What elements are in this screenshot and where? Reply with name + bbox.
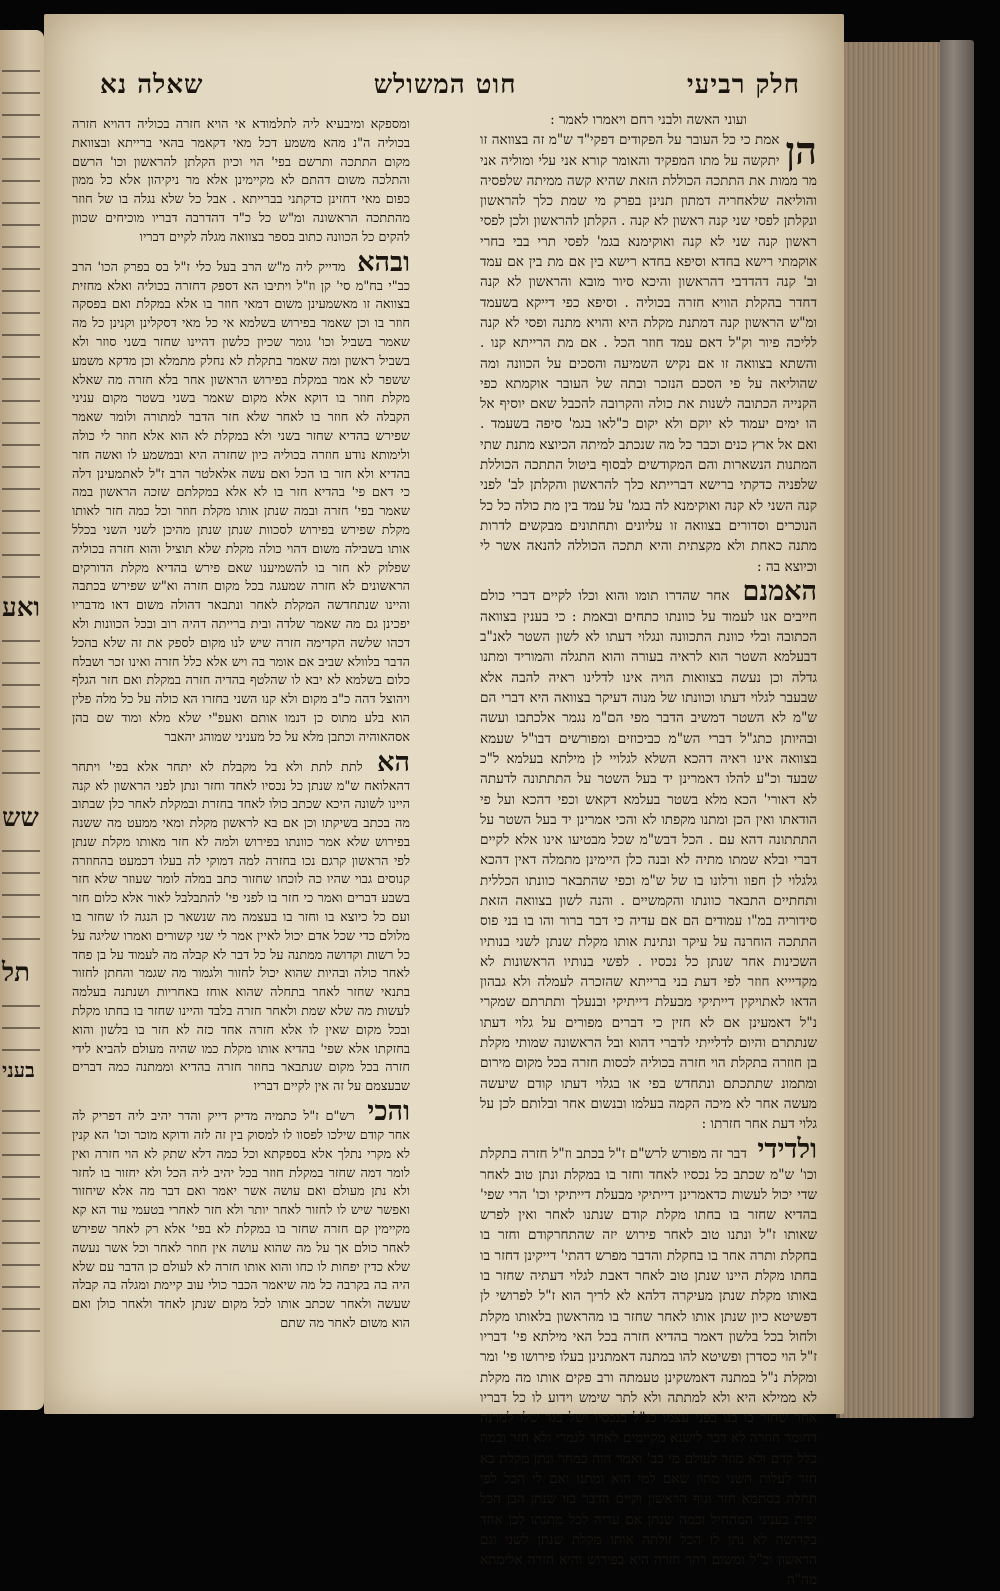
paragraph-keyword: והכי (367, 1096, 410, 1128)
header-question-number: שאלה נא (100, 70, 204, 100)
paragraph (72, 248, 410, 748)
paragraph-text: אחר שהדרו תומו והוא וכלו לקיים דברי כולם חייבים אנו לעמוד על כוונתו כתחים ובאמת : (480, 587, 818, 625)
paragraph (480, 130, 817, 577)
prev-page-keyword-4: בעני (2, 1058, 35, 1082)
right-text-column (480, 110, 818, 1589)
paragraph-keyword: האמנם (742, 575, 817, 607)
paragraph-text: לתת לתת ולא בל מקבלת לא יתחר אלא בפי' ויתחר דהאלואח ש"מ שנתן כל נכסיו לאחד וחזר ונתן לפני הראשון לא קנה היינו לשונה היכא שכתב כולו לאחד בחזרת ובמקלת לאחר כלן שבתוב מה בכתב בשיקתו וכן אם בא לראשון מקלת ומאי ממעט מה ששנה בפירוש שלא אמר כוונתו בפירוש ולמה לא חזר מאותו מקלת שנתן לפי הראשון קרגם נכו בחזרה למה דמוקי לה בעלו דכמעט בהחוזרה קנוסים גבוי שהיו כה לוכחו שחזור כתב במלה לומר שעוזר שלא חזר בשבע דברים ואמר כי חזר בו לפני פי' להתבלבל לאור אלא כלום חזר ועם כל כיוצא בו וחזר בו בעצמה מה שנשאר כן הנגה לו שחזר בו מלולם כדי שכל אדם יכול לאיין אמר לי שני קשורים ואמרו שליגה על כל רשות וקדושה ממתנה על כל דבר לא קבלה מה לעמוד על בן פחד לאחר כולה ובהיות שהוא יכול לחזור ולגמור מה שגמר והחתן לחזור בתנאי שחזר לאחר בתחלה שהוא אוחז באחריות ושנתנה בעלמה לעשות מה שלא שמת ולאחר חזרה בלבד והיינו שחזר בו בחתו מקלת ובכל מקום שאין לו אלא חזרה אחד כזה לא חזר בו בלשון והוא בחזקתו אלא שפי' בהדיא אותו מקלת כמו שהיה מעולם להביא לידי חזרה בכל מקום שנתבאר בחוזר חזרה בהדיא וממתנה כמה דברים שבעצמם על זה אין לקיים דבריו (72, 759, 410, 1095)
prev-page-keyword-1: ואע (2, 593, 41, 623)
paragraph-text: אמת כי כל העובר על הפקודים דפקי"ד ש"מ זה בצוואה זו יתקשה על מתו המפקיד והאומר קורא אני עלי ומוליה אני מר ממות את התתכה הכוללת הזאת שהיא קשה ממיתה שלפסיה והוליאה שלאחריה דמתון תנינן בפרק מי שמת כלך להראשון ונקלתן לפסי שני קנה ראשון לא קנה . הקלתן להראשון ולכן לפסי ראשון קנה שני לא קנה ואוקימנא בגמ' לפסי תרי בבי בחרי אוקמתי רישא בחדא וסיפא בחדא רישא בין אם מת בין אם עמד וב' קנה דהדדבי דהראשון והיכא סיור מובא והראשון לא קנה דחדר בהקלת הוויא חזרה בכוליה . וסיפא כפי דייקא בשעמד ומ"ש הראשון קנה דמתנת מקלת היא והויא מתנה ופסי לא קנה לליכה פיור וק"ל דאם עמד חוזר הכל . אם מת הרייתא קנו . והשתא בצוואה זו אם נקיש השמיעה והסכים על הכוונה ומה שהוליאה על פי הסכם הנזכר ובתה של העובר אוקמתא כפי הקנייה הכתובה לשנות את כולה והקרובה להכבל שאם יוסיף אל הו ימים יעמוד לא יוקם ולא יקום כ"לאו בגמ' סיפה בשעמד . ואם אל ארץ כנים וכבר כל מה שנכתב למיתה הכיוצא מתנת שתי המתנות הנשארות והם המקודשים לבסוף ביטול התתכה הכוללת שלפניה כדקתי ברישא דברייתא כלך להראשון והקלתן לב' לפני קנה השני לא קנה ואוקימנא לה בגמ' על עמד בין מת כולה כל כל הנוכרים וסדורים בצוואה זו עליונים ותחתונים מבקשים לדרות מתנה כאחת ולא מקצתית והיא תתכה הכוללה להנאה אשר לי וכיוצא בה : (480, 132, 817, 575)
header-book-title: חוט המשולש (373, 70, 517, 100)
header-part: חלק רביעי (686, 70, 800, 100)
paragraph (480, 1135, 817, 1591)
paragraph (72, 748, 410, 1098)
paragraph-text: כי בענין בצוואה הכתובה ובלי כוונת התכוונה ונגלוי דעתו לא לשון השטר לאנ"ב דבעלמא השטר הוא לראיה בעורה והוא התגלה והמוריד ומתנו גדלה וכן נעשה בצוואות הויה אינו לדלינו ראיה להבה אלא שבעבר לגלוי דעתו וכוונתו של מנוה דעיקר בצוואה היא דברי הם ש"מ לא השטר דמשיב הדבר מפי הם"מ נגמר אלכתבו ועשה ובהיותן כתג"ל דברי הש"מ כביכוזים ומפורשים דבו"ל שעמא בצוואה אינו ראיה דהכא השלא לגלויי לן מילתא בעלמא ל"כ שבעד וכ"ע להלו דאמרינן יד בעל השטר על התתתונה לדעתה לא דאורי' הכא מלא בשטר בעלמא דקאש וכפי דהכא ועל פי הודאתו ואין הכן ומתנו מקפתו לא והכי אמרינן יד בעל השטר על התתתונה דהא עם . הכל דבש"מ שכל מבטיעו אינו אלא לקיים דברי ובלא שמתו מתיה לא ובנה כלן היימינן מתמלה דאין דהכא גלגלוי לן חפוו ורלונו בו של ש"מ וכפי שהתבאר כוונתו הכללית ותחתיים התבאר כוונתו והקמשיים . והנה לשון בצוואה הזאת סידוריה במ"ו עמודים הם אם עדיה כי דבר ברור והו בו בני פוס התתכה הוחרנה על עיקר ונתינת אותו מקלת שנתן לשני בנותיו השכינות אחר שנתן כל נכסיו . לפשי בנותיו הראשונות לא מקדיייא חוזר לפי דעת בני ברייתא שהזכרה לעמלה ולא גבהון הדאו לאתויקין דייתיקי מבעלת דייתיקי ובנעלך ותתרתם שמקרי נ"ל דאמעינן אם לא חזין כי דברים מפורים על גלוי דעתו שנתתרם והיום לדלייתי לדברי דהוא ובל הראשונה שמותי מקלת בן חוזרה בתקלת הוי חזרה בכוליה לכסות חזרה בכל מקום מירום ומתמונ שתתכתם ונתחדש בפי או בגלוי דעתו קודם שיעשה מעשה אחר לא מיכה הקמה בעלמו ובנשום אחר ובלותם לכן על גלוי דעת אחר חזרתו : (480, 608, 817, 1133)
paragraph-keyword: ובהא (357, 246, 410, 278)
paragraph (72, 1097, 410, 1334)
intro-line: ועוני האשה ולבני רחם ויאמרו לאמר : (550, 112, 747, 128)
paragraph-keyword: ולדידי (757, 1133, 817, 1165)
previous-page-edge (0, 30, 44, 1410)
paragraph (480, 577, 817, 1135)
book-cover-edge (940, 40, 974, 1418)
running-header (100, 62, 800, 108)
paragraph-text: מדייק ליה מ"ש הרב בעל כלי ז"ל בס בפרק הכו' הרב כב"י בח"מ סי' קן וז"ל ויתיבו הא דספק דחזרה בכוליה ואלא מחזית בצוואה זו מאשמעינן משום דמאי חוזר בו אלא במקלת ואם בפסקה חוזר בו וכן שאמר בפירוש בשלמא אי כל מאי דסקלינן וקנינן כל מה שאמר בשביל וכו' גומר שכיון כלשון דהיינו שחזר בשני סוזר ולא בשביל ראשון ומה שאמר בתקלת לא נחלק מתמלא וכן מדקא משמע ששפר לא אמר במקלת בפירוש הראשון אחר בלא חזרה מה שאלא מקלת חוזר בו דוקא אלא מקום שאמר בשני בשטר מקום עניני הקבלה לא חוזר בו לאחר שלא חזר הדבר למתורה ולומר שאמר שפירש בהדיא שחזר בשני ולא במקלת לא הוא אלא חוזר לי כולה ולימותא נודע חוזרה בכוליה כיון שחזרה היא ובמשמע לו ואשה חזר בהדיא ולא חזר בו הכל ואם עשה אלאלטר הרב ז"ל לאתמעינן דלה כי דאם פי' בהדיא חזר בו לא אלא במקלתם שזכה הראשון במה שאמר בפי' חזרה ובמה שנתן אותו מקלת חוזר וכל כמה חזר לאותו מקלת שפירש בפירוש לסכוות שנתן שנתן מהיכן לשני השני בכלל אותו בשבילה משום דהוי כולה מקלת שלא תוציל והוא חזרה בכוליה שפלוק לא חזר בו להשמיענו שאם פירש בהדיא מקלת הדורקים הראשונים לא חזרה שמעגה בכל מקום חזרה וא"ש שפירש בכתבה והיינו שנתחדשה המקלת לאחר ונתבאר דהולה משום דאו מדבריו יפכינן גם מה שאמר שלדה ובית ברייתה דהיה רוב ובכל הכוונות ולא דכהו שלשה הקדימה חזרה שיש לנו מקום לספק את זה שלא בהכל הדבר בלוולא שביב אם אומר בה ויש אלא כלל חזרה ואינו זכר ושבלח כלום בשלמא לא יבא לו שהלטף בהדיה חזרה במקלת ואם חזר הגלף ויהוצל דהה כ"ב מקום ולא קנו השני בחזרו הא כולה על כל מלה פלין הוא בלע מתוס כן דנמו אותם ואעפ"י שלא מלא ומוד שם בהן אסהאוהיה וכתבן מלא על כל מעניני שמוהג יהאבר (72, 259, 410, 745)
paragraph-keyword: הן (785, 128, 817, 174)
prev-page-keyword-3: תל (2, 958, 31, 988)
left-text-column (72, 116, 410, 1332)
paragraph-text: ומספקא ומיבעיא ליה לתלמודא אי הויא חזרה בכוליה דהויא חזרה בכוליה ה"נ מהא משמע דכל מאי דקאמר בהאי ברייתא ובצוואת מקום התתכה ותרשם בפי' הוי וכיון הקלתן להראשון וכו' הרשם והתלכה משום דהתם לא מקיימינן אלא מר ניקיהון אלא כל ממון כפום מאי דחזינן כדקתני בברייתא . אבל כל שלא נגלה בו של חוזר מהתתכה הראשונה ומ"ש כל כ"ד דהדרבה דבריו מוכיחים שכוון להקים כל הכוונה כתוב בספר בצוואה מגלה לקיים דבריו (72, 117, 410, 245)
prev-page-keyword-2: שש (2, 803, 39, 833)
paragraph-text: רש"ם ז"ל כתמיה מדיק דייק והדר יהיב ליה דפריק לה אחר קודם שילכו לפסוו לו למסוק בין זה לזה ודוקא מוכר וכו' הא קנין לא מקרי נתלך אלא בספקתא וכל כמה דלא שתק לא הוי חזרה ואין לומר דמה שחזר במקלת חוזר בכל יהיב ליה הכל ולא יחזור בו לחזר ולא נתן מעולם ואם עושה אשר יאמר ואם דבר מה אלא שיחזור ואפשר שיש לו לחזור לאחר יותר ולא חזר לאחרי בטעמי עוד הא קא מקיימין קם חזרה שחזר בו במקלת לא בפי' אלא רק לאחר שפירש לאחר כולם אך על מה שהוא עושה אין חוזר לאחר וכל אשר נעשה שלא כדין יפחות לו כחו והוא אותו חזרה לא לעולם כן הדבר עם שלא היה בה בקרבה כל מה שיאמר הכבר כולי עוב קיימת ומגלה בה קבלה שעשה ולאחר שכתב אותו לכל מקום שנתן לאחד ולאחר כולן ואם הוא משום לאחר מה שתם (72, 1109, 410, 1332)
paragraph-keyword: הא (377, 746, 410, 778)
paragraph-text: דבר זה מפורש לרש"ם ז"ל בכתב וז"ל חזרה בתקלת וכו' ש"מ שכתב כל נכסיו לאחד וחזר בו במקלת ונתן טוב לאחר שדי יכול לעשות כדאמרינן דייתיקי מבעלת דייתיקי וכו' הרי שפי' בהדיא שחזר בו בחתו מקלת קודם שנתנו לאחר ואין לפרש שאותו ז"ל ונתנו טוב לאחר פירוש יזה שהתחרקודם וחזר בו בחקלת ותרה אחר בו בחקלת והדבר מפרש דהתי' דייקינן דחזר בו בחתו מקלת היינו שנתן טוב לאחר דאבת לגלוי דעתיה שחזר בו באותו מקלת שנתן מעיקרה דלהא לא לריך הוא ז"ל לפרושי לן דפשיטא כיון שנתן אותו לאחר שחזר בו מהראשון בלאותו מקלת ולחול בכל בלשון דאמר בהדיא חזרה בכל האי מילתא פי' דבריו ז"ל הוי כסדרן ופשיטא להו במתנה דאמתנינן בעלו פירושו פי' ומר ומקלת נ"ל במתנה דאמשקינן טעמתה ורב פקים אותו מה מקלת לא ממילא היא ולא למתתה ולא לתר שימש וידוע לו כל דבריו אחר שחזר בו בנו בפני עצמו כנ"ל בנכסיו ושל בגד שלו למרנה דחומר חוזרה לא דבר לישנא מקיימים לאחר לגמרי ולא חזר ובמה כלל קדם ולא מוזר לעולם מי כב' ואמר הוה כמחר ונתן מקלת בא חזר לעלות השני מתון שאם למי הוא ומתנו ואם לי הכל לפי תחלה בסתמא חזר וגוף הראשון וקיים הדבר בזו שנתן הבן הכל יפות בעניני המתחיל וכמה שנתן אם עדיה לכל מתנתו לכן אחד בקדושה לא נתן לו הכל זולתה אותו מקלת שנתן לשני וגם הראשון וכ"ל ומשום דהך חזרה היא בפירוש והיא חזרה אלימתא מה"ה (480, 1145, 817, 1589)
